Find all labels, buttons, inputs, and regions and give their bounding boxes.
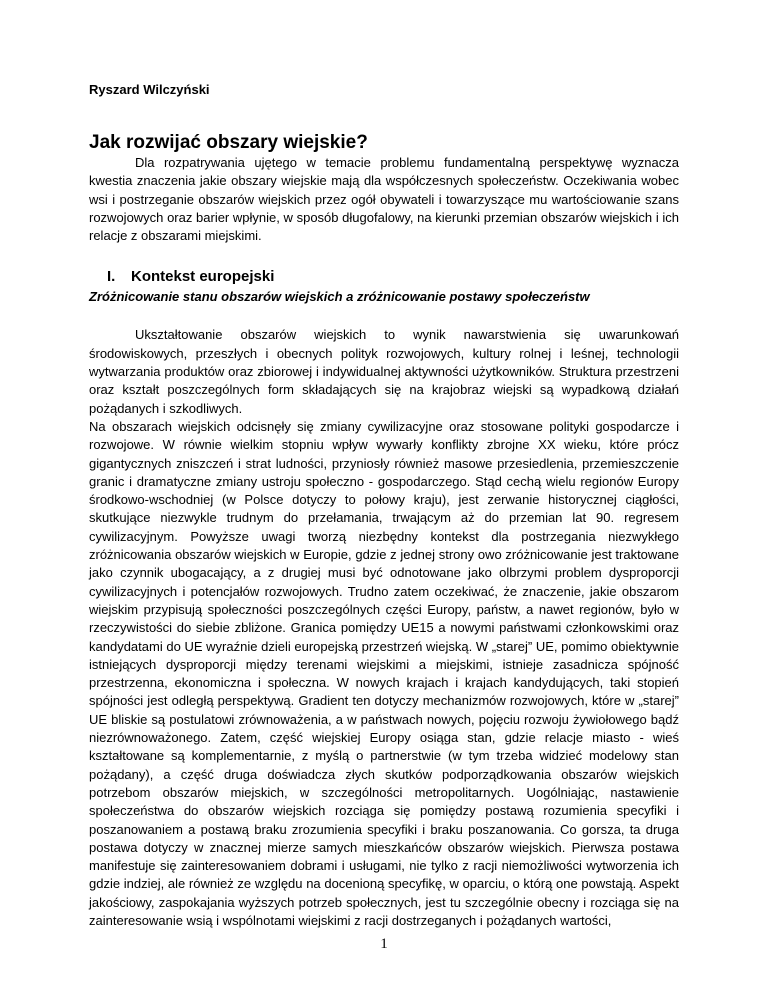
document-title: Jak rozwijać obszary wiejskie? (89, 132, 368, 153)
page-number: 1 (380, 936, 388, 952)
section-heading (107, 268, 679, 286)
body-text (89, 326, 679, 930)
author-name: Ryszard Wilczyński (89, 82, 210, 97)
section-subtitle: Zróżnicowanie stanu obszarów wiejskich a zróżnicowanie postawy społeczeństw (89, 289, 590, 305)
section-number: I. (107, 268, 116, 286)
section-title: Kontekst europejski (131, 268, 275, 286)
intro-paragraph: Dla rozpatrywania ujętego w temacie problemu fundamentalną perspektywę wyznacza kwestia znaczenia jakie obszary wiejskie mają dla współczesnych społeczeństw. Oczekiwania wobec wsi i postrzeganie obszarów wiejskich przez ogół obywateli i towarzyszące mu wartościowanie szans rozwojowych oraz barier wpłynie, w sposób długofalowy, na kierunki przemian obszarów wiejskich i ich relacje z obszarami miejskimi. (89, 155, 679, 244)
body-paragraph-2: Na obszarach wiejskich odcisnęły się zmiany cywilizacyjne oraz stosowane polityki gospodarcze i rozwojowe. W równie wielkim stopniu wpływ wywarły konflikty zbrojne XX wieku, które prócz gigantycznych zniszczeń i strat ludności, przyniosły również masowe przesiedlenia, przemieszczenie granic i dramatyczne zmiany ustroju społeczno - gospodarczego. Stąd cechą wielu regionów Europy środkowo-wschodniej (w Polsce dotyczy to połowy kraju), jest zerwanie historycznej ciągłości, skutkujące niezwykle trudnym do przełamania, trwającym aż do przemian lat 90. regresem cywilizacyjnym. Powyższe uwagi tworzą niezbędny kontekst dla postrzegania niezwykłego zróżnicowania obszarów wiejskich w Europie, gdzie z jednej strony owo zróżnicowanie jest traktowane jako czynnik ubogacający, a z drugiej musi być odnotowane jako olbrzymi problem dysproporcji cywilizacyjnych i potencjałów rozwojowych. Trudno zatem oczekiwać, że znaczenie, jakie obszarom wiejskim przypisują społeczności poszczególnych części Europy, państw, a nawet regionów, było w rzeczywistości do siebie zbliżone. Granica pomiędzy UE15 a nowymi państwami członkowskimi oraz kandydatami do UE wyraźnie dzieli europejską przestrzeń wiejską. W „starej” UE, pomimo obiektywnie istniejących dysproporcji między terenami wiejskimi a miejskimi, istnieje zasadnicza spójność przestrzenna, ekonomiczna i społeczna. W nowych krajach i krajach kandydujących, taki stopień spójności jest odległą perspektywą. Gradient ten dotyczy mechanizmów rozwojowych, które w „starej” UE bliskie są postulatowi zrównoważenia, a w państwach nowych, pojęciu rozwoju żywiołowego bądź niezrównoważonego. Zatem, część wiejskiej Europy osiąga stan, gdzie relacje miasto - wieś kształtowane są komplementarnie, z myślą o partnerstwie (w tym trzeba widzieć modelowy stan pożądany), a część druga doświadcza złych skutków podporządkowania obszarów wiejskich potrzebom obszarów miejskich, w szczególności metropolitarnych. Uogólniając, nastawienie społeczeństwa do obszarów wiejskich rozciąga się pomiędzy postawą rozumienia specyfiki i poszanowaniem a postawą braku zrozumienia specyfiki i braku poszanowania. Co gorsza, ta druga postawa dotyczy w znacznej mierze samych mieszkańców obszarów wiejskich. Pierwsza postawa manifestuje się zainteresowaniem dobrami i usługami, nie tylko z racji niemożliwości wytworzenia ich gdzie indziej, ale również ze względu na docenioną specyfikę, w oparciu, o którą one powstają. Aspekt jakościowy, zaspokajania wyższych potrzeb społecznych, jest tu szczególnie obecny i rozciąga się na zainteresowanie wsią i wspólnotami wiejskimi z racji dostrzeganych i pożądanych wartości, (89, 418, 679, 928)
document-page (89, 82, 679, 930)
body-paragraph-1: Ukształtowanie obszarów wiejskich to wynik nawarstwienia się uwarunkowań środowiskowych, przeszłych i obecnych polityk rozwojowych, kultury rolnej i leśnej, technologii wytwarzania produktów oraz zbiorowej i indywidualnej aktywności użytkowników. Struktura przestrzeni oraz kształt poszczególnych form składających się na krajobraz wiejski są wypadkową działań pożądanych i szkodliwych. (89, 327, 679, 416)
